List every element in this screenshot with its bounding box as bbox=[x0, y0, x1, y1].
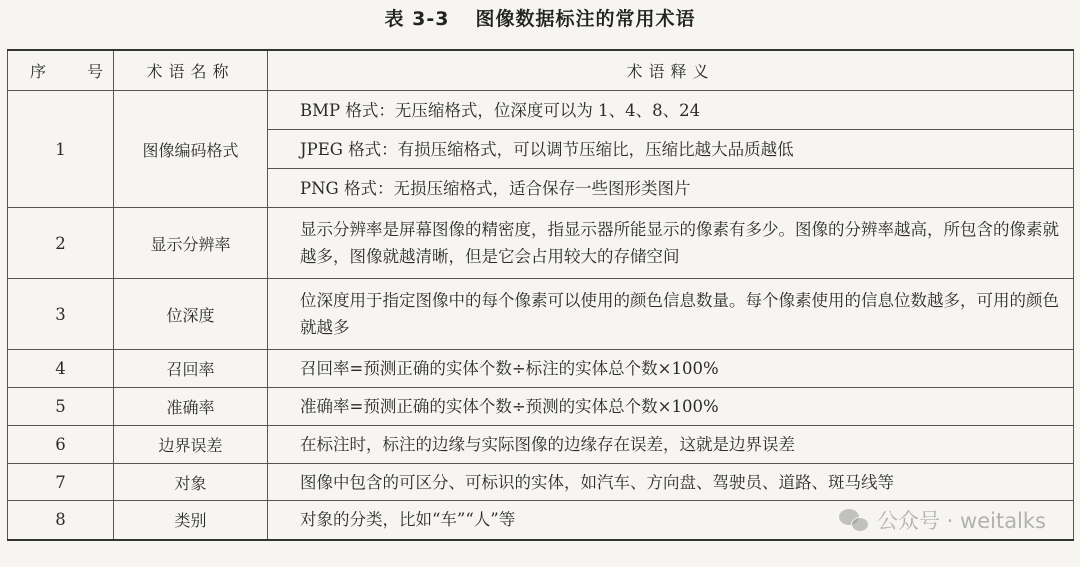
row-number: 6 bbox=[8, 426, 114, 464]
row-term: 位深度 bbox=[114, 279, 268, 350]
row-term: 对象 bbox=[114, 464, 268, 501]
row-number: 7 bbox=[8, 464, 114, 501]
table-row bbox=[8, 279, 1074, 350]
row-number: 2 bbox=[8, 208, 114, 279]
row-definition: 图像中包含的可区分、可标识的实体，如汽车、方向盘、驾驶员、道路、斑马线等 bbox=[268, 464, 1074, 501]
table-number: 表 3-3 bbox=[384, 8, 450, 30]
table-row bbox=[8, 464, 1074, 501]
watermark bbox=[839, 505, 1046, 535]
row-definition: 在标注时，标注的边缘与实际图像的边缘存在误差，这就是边界误差 bbox=[268, 426, 1074, 464]
row-term: 边界误差 bbox=[114, 426, 268, 464]
row-definition: 对象的分类，比如“车”“人”等 bbox=[268, 501, 1074, 540]
table-row bbox=[8, 426, 1074, 464]
row-term: 召回率 bbox=[114, 350, 268, 388]
row-number: 3 bbox=[8, 279, 114, 350]
terms-table bbox=[7, 49, 1074, 541]
row-term: 准确率 bbox=[114, 388, 268, 426]
table-caption bbox=[0, 4, 1080, 31]
row-term: 类别 bbox=[114, 501, 268, 540]
row-definition: 召回率=预测正确的实体个数÷标注的实体总个数×100% bbox=[268, 350, 1074, 388]
row-definition: 位深度用于指定图像中的每个像素可以使用的颜色信息数量。每个像素使用的信息位数越多，可用的颜色就越多 bbox=[268, 279, 1074, 350]
row-number: 4 bbox=[8, 350, 114, 388]
table-row bbox=[8, 350, 1074, 388]
row-term: 图像编码格式 bbox=[114, 91, 268, 208]
row-definition: 显示分辨率是屏幕图像的精密度，指显示器所能显示的像素有多少。图像的分辨率越高，所包含的像素就越多，图像就越清晰，但是它会占用较大的存储空间 bbox=[268, 208, 1074, 279]
watermark-text: 公众号 · weitalks bbox=[877, 509, 1046, 533]
row-term: 显示分辨率 bbox=[114, 208, 268, 279]
row-definition: JPEG 格式：有损压缩格式，可以调节压缩比，压缩比越大品质越低 bbox=[268, 130, 1074, 169]
table-row bbox=[8, 91, 1074, 130]
row-number: 8 bbox=[8, 501, 114, 540]
row-definition: PNG 格式：无损压缩格式，适合保存一些图形类图片 bbox=[268, 169, 1074, 208]
header-seq-a: 序 bbox=[30, 62, 53, 81]
table-row bbox=[8, 208, 1074, 279]
header-term: 术语名称 bbox=[114, 50, 268, 91]
table-row bbox=[8, 388, 1074, 426]
row-definition: 准确率=预测正确的实体个数÷预测的实体总个数×100% bbox=[268, 388, 1074, 426]
header-definition: 术语释义 bbox=[268, 50, 1074, 91]
row-definition: BMP 格式：无压缩格式，位深度可以为 1、4、8、24 bbox=[268, 91, 1074, 130]
header-row bbox=[8, 50, 1074, 91]
wechat-icon bbox=[839, 509, 869, 531]
row-number: 5 bbox=[8, 388, 114, 426]
table-title: 图像数据标注的常用术语 bbox=[475, 8, 696, 30]
row-number: 1 bbox=[8, 91, 114, 208]
header-seq-b: 号 bbox=[86, 62, 103, 81]
header-seq bbox=[8, 50, 114, 91]
